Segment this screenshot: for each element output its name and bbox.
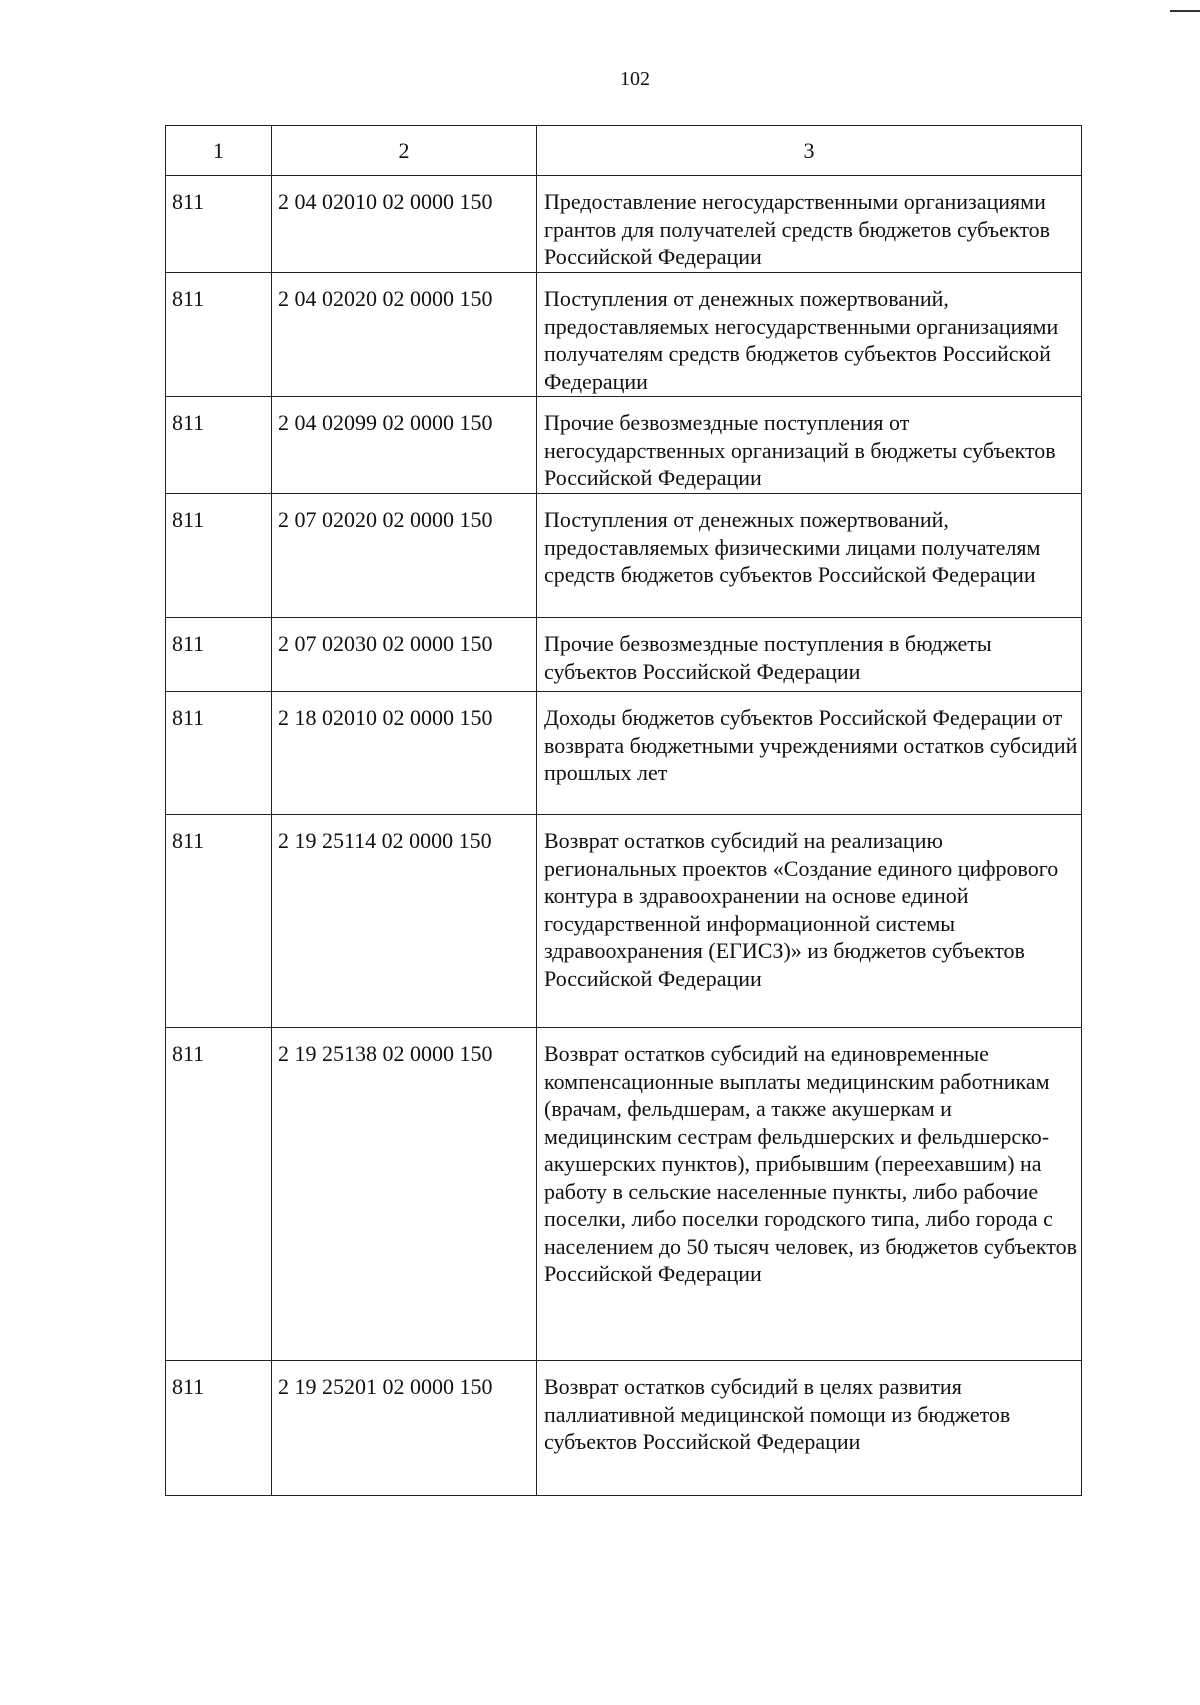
income-code-cell: 2 07 02030 02 0000 150 [272,618,537,692]
table-row [166,692,1082,815]
admin-code-cell: 811 [166,618,272,692]
column-header-3: 3 [537,126,1082,176]
table-row [166,494,1082,618]
income-code-cell: 2 04 02010 02 0000 150 [272,176,537,273]
income-code-cell: 2 19 25201 02 0000 150 [272,1361,537,1496]
table-row [166,618,1082,692]
income-code-cell: 2 07 02020 02 0000 150 [272,494,537,618]
column-header-2: 2 [272,126,537,176]
description-cell: Предоставление негосударственными организациями грантов для получателей средств бюджетов субъектов Российской Федерации [537,176,1082,273]
column-header-1: 1 [166,126,272,176]
table-header-row [166,126,1082,176]
income-code-cell: 2 18 02010 02 0000 150 [272,692,537,815]
table-row [166,1361,1082,1496]
admin-code-cell: 811 [166,815,272,1028]
income-code-cell: 2 19 25114 02 0000 150 [272,815,537,1028]
admin-code-cell: 811 [166,397,272,494]
page-number: 102 [620,68,650,90]
description-cell: Возврат остатков субсидий на единовременные компенсационные выплаты медицинским работникам (врачам, фельдшерам, а также акушеркам и медицинским сестрам фельдшерских и фельдшерско-акушерских пунктов), прибывшим (переехавшим) на работу в сельские населенные пункты, либо рабочие поселки, либо поселки городского типа, либо города с населением до 50 тысяч человек, из бюджетов субъектов Российской Федерации [537,1028,1082,1361]
admin-code-cell: 811 [166,692,272,815]
table-row [166,1028,1082,1361]
admin-code-cell: 811 [166,273,272,397]
admin-code-cell: 811 [166,494,272,618]
income-code-cell: 2 04 02099 02 0000 150 [272,397,537,494]
description-cell: Возврат остатков субсидий в целях развития паллиативной медицинской помощи из бюджетов субъектов Российской Федерации [537,1361,1082,1496]
admin-code-cell: 811 [166,1361,272,1496]
description-cell: Возврат остатков субсидий на реализацию региональных проектов «Создание единого цифрового контура в здравоохранении на основе единой государственной информационной системы здравоохранения (ЕГИСЗ)» из бюджетов субъектов Российской Федерации [537,815,1082,1028]
table-row [166,176,1082,273]
classification-table [165,125,1082,1496]
table-row [166,815,1082,1028]
description-cell: Прочие безвозмездные поступления от негосударственных организаций в бюджеты субъектов Российской Федерации [537,397,1082,494]
description-cell: Поступления от денежных пожертвований, предоставляемых негосударственными организациями получателям средств бюджетов субъектов Российской Федерации [537,273,1082,397]
table-row [166,273,1082,397]
income-code-cell: 2 19 25138 02 0000 150 [272,1028,537,1361]
income-code-cell: 2 04 02020 02 0000 150 [272,273,537,397]
scan-edge-mark [1170,10,1200,12]
description-cell: Прочие безвозмездные поступления в бюджеты субъектов Российской Федерации [537,618,1082,692]
table-row [166,397,1082,494]
admin-code-cell: 811 [166,1028,272,1361]
description-cell: Доходы бюджетов субъектов Российской Федерации от возврата бюджетными учреждениями остатков субсидий прошлых лет [537,692,1082,815]
admin-code-cell: 811 [166,176,272,273]
description-cell: Поступления от денежных пожертвований, предоставляемых физическими лицами получателям средств бюджетов субъектов Российской Федерации [537,494,1082,618]
